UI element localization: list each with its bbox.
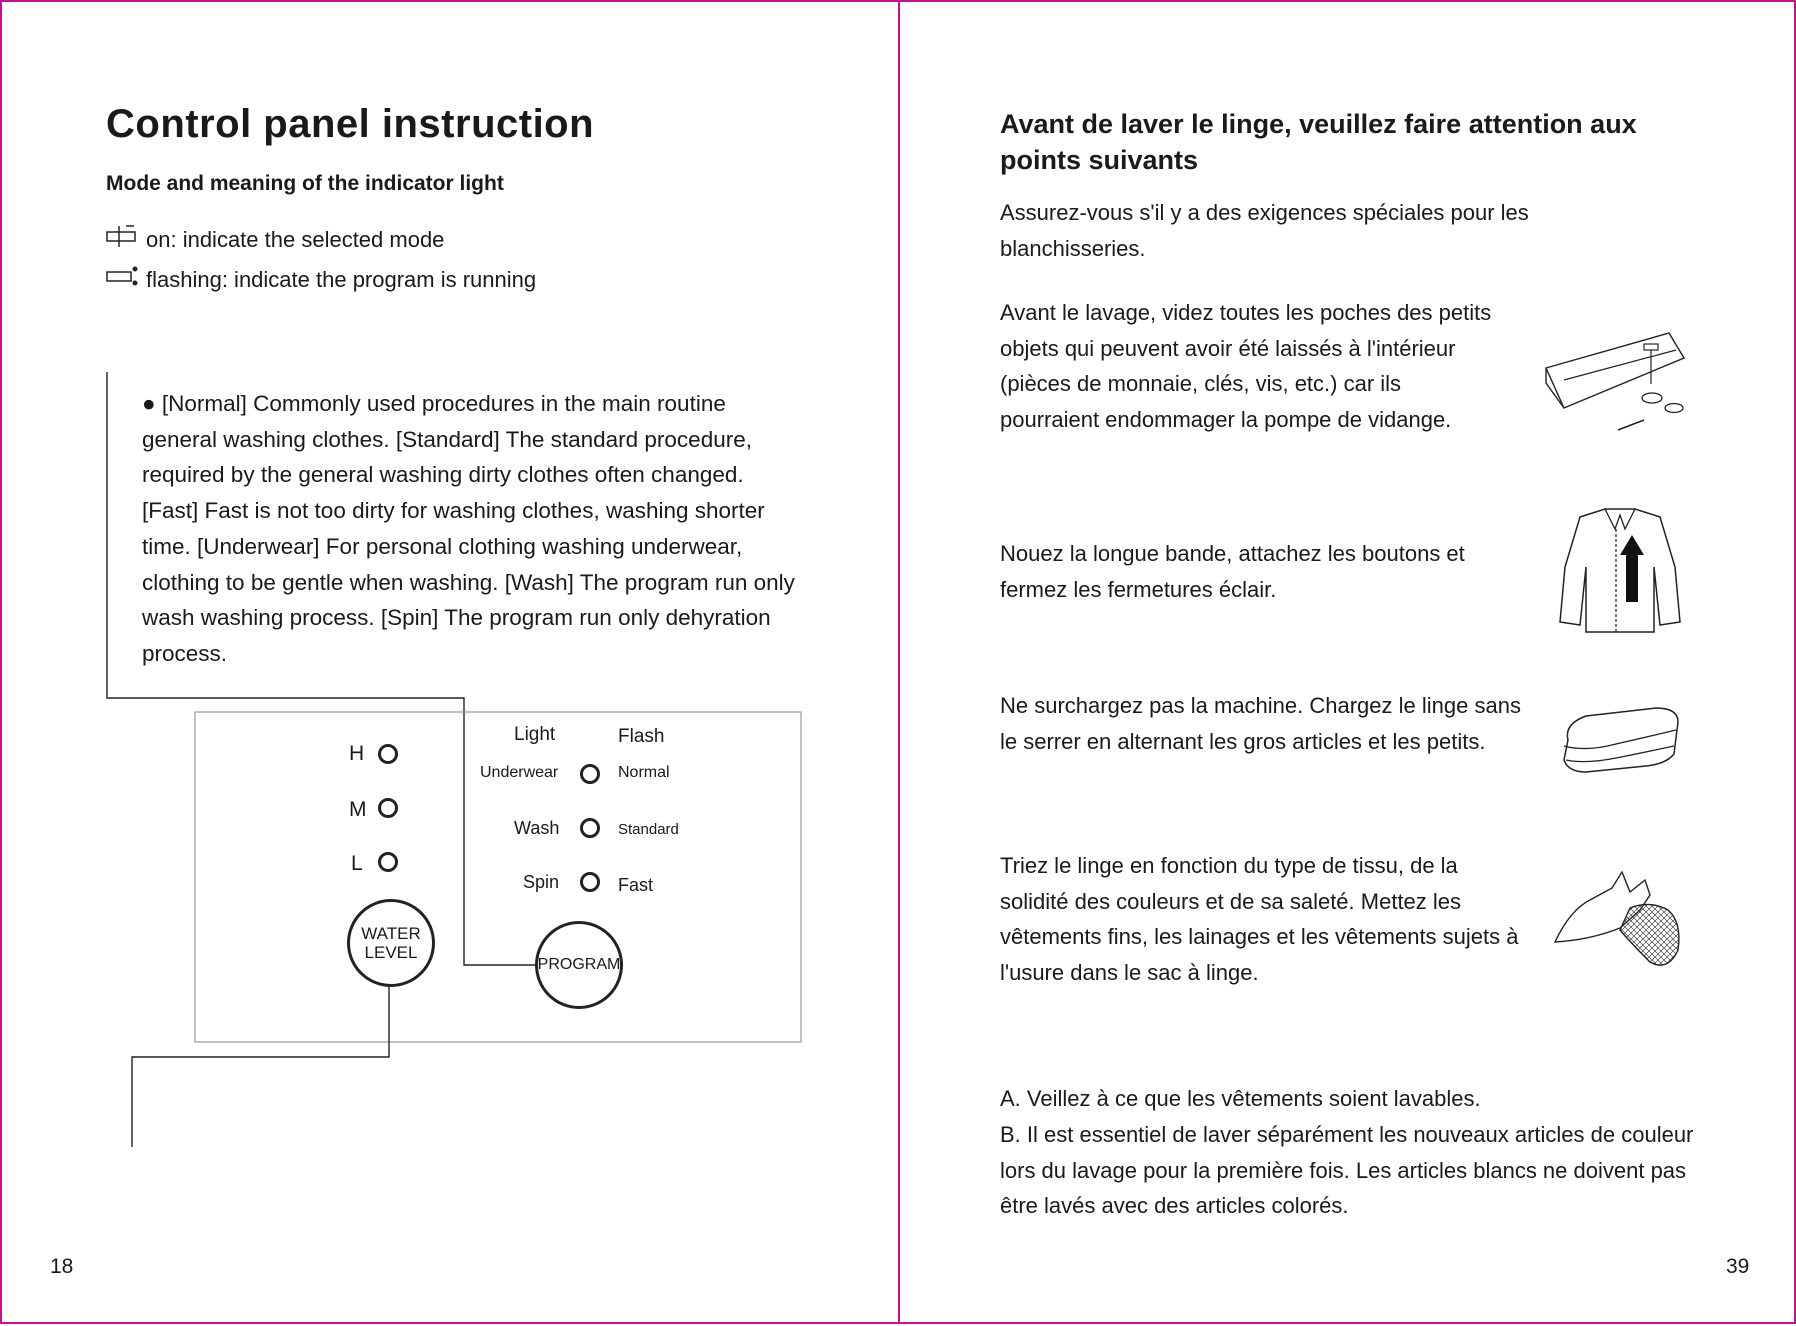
connector-lines [2, 2, 900, 1326]
intro-text: Assurez-vous s'il y a des exigences spéciales pour les blanchisseries. [1000, 200, 1529, 261]
program-light-1 [580, 764, 600, 784]
program-description: ● [Normal] Commonly used procedures in the main routine general washing clothes. [Standard] The standard procedure, required by the general washing dirty clothes often changed. [Fast] Fast is not too dirty for washing clothes, washing shorter time. [Underwear] For personal clothing washing underwear, clothing to be gentle when washing. [Wash] The program run only wash washing process. [Spin] The program run only dehyration process. [142, 391, 795, 666]
program-underwear-label: Underwear [480, 764, 559, 781]
right-page [898, 0, 1796, 1324]
water-level-l-label: L [351, 852, 363, 875]
program-wash-label: Wash [514, 818, 560, 838]
note-a: A. Veillez à ce que les vêtements soient lavables. [1000, 1086, 1481, 1111]
program-fast-label: Fast [618, 875, 654, 895]
water-level-m-light [378, 798, 398, 818]
page-number: 18 [50, 1255, 74, 1278]
program-spin-label: Spin [523, 872, 560, 892]
tip-text-1: Avant le lavage, videz toutes les poches des petits objets qui peuvent avoir été laissés à l'intérieur (pièces de monnaie, clés, vis, etc.) car ils pourraient endommager la pompe de vidange. [1000, 300, 1492, 433]
program-button[interactable]: PROGRAM [535, 921, 623, 1009]
pocket-items-icon [1544, 328, 1694, 438]
program-light-2 [580, 818, 600, 838]
water-level-l-light [378, 852, 398, 872]
tip-text-4: Triez le linge en fonction du type de tissu, de la solidité des couleurs et de sa saleté. Mettez les vêtements fins, les lainages et les vêtements sujets à l'usure dans le sac à linge. [1000, 853, 1519, 986]
section-subtitle: Mode and meaning of the indicator light [106, 172, 504, 195]
indicator-flashing-text: flashing: indicate the program is running [146, 267, 537, 292]
program-standard-label: Standard [618, 821, 679, 838]
light-header: Light [514, 724, 556, 745]
tip-text-3: Ne surchargez pas la machine. Chargez le linge sans le serrer en alternant les gros articles et les petits. [1000, 693, 1521, 754]
note-b: B. Il est essentiel de laver séparément les nouveaux articles de couleur lors du lavage pour la première fois. Les articles blancs ne doivent pas être lavés avec des articles colorés. [1000, 1122, 1694, 1219]
water-level-button[interactable]: WATER LEVEL [347, 899, 435, 987]
indicator-on-text: on: indicate the selected mode [146, 227, 445, 252]
flash-header: Flash [618, 726, 665, 747]
page-title: Control panel instruction [106, 102, 595, 146]
left-page [0, 0, 898, 1324]
laundry-bag-icon [1550, 870, 1690, 980]
shirt-zipper-icon [1550, 507, 1690, 637]
program-light-3 [580, 872, 600, 892]
page-title: Avant de laver le linge, veuillez faire attention aux points suivants [1000, 109, 1637, 175]
program-normal-label: Normal [618, 764, 670, 781]
tip-text-2: Nouez la longue bande, attachez les boutons et fermez les fermetures éclair. [1000, 541, 1465, 602]
water-level-m-label: M [349, 798, 367, 821]
water-level-h-light [378, 744, 398, 764]
folded-laundry-icon [1556, 702, 1686, 787]
water-level-h-label: H [349, 742, 365, 765]
page-number: 39 [1726, 1255, 1750, 1278]
